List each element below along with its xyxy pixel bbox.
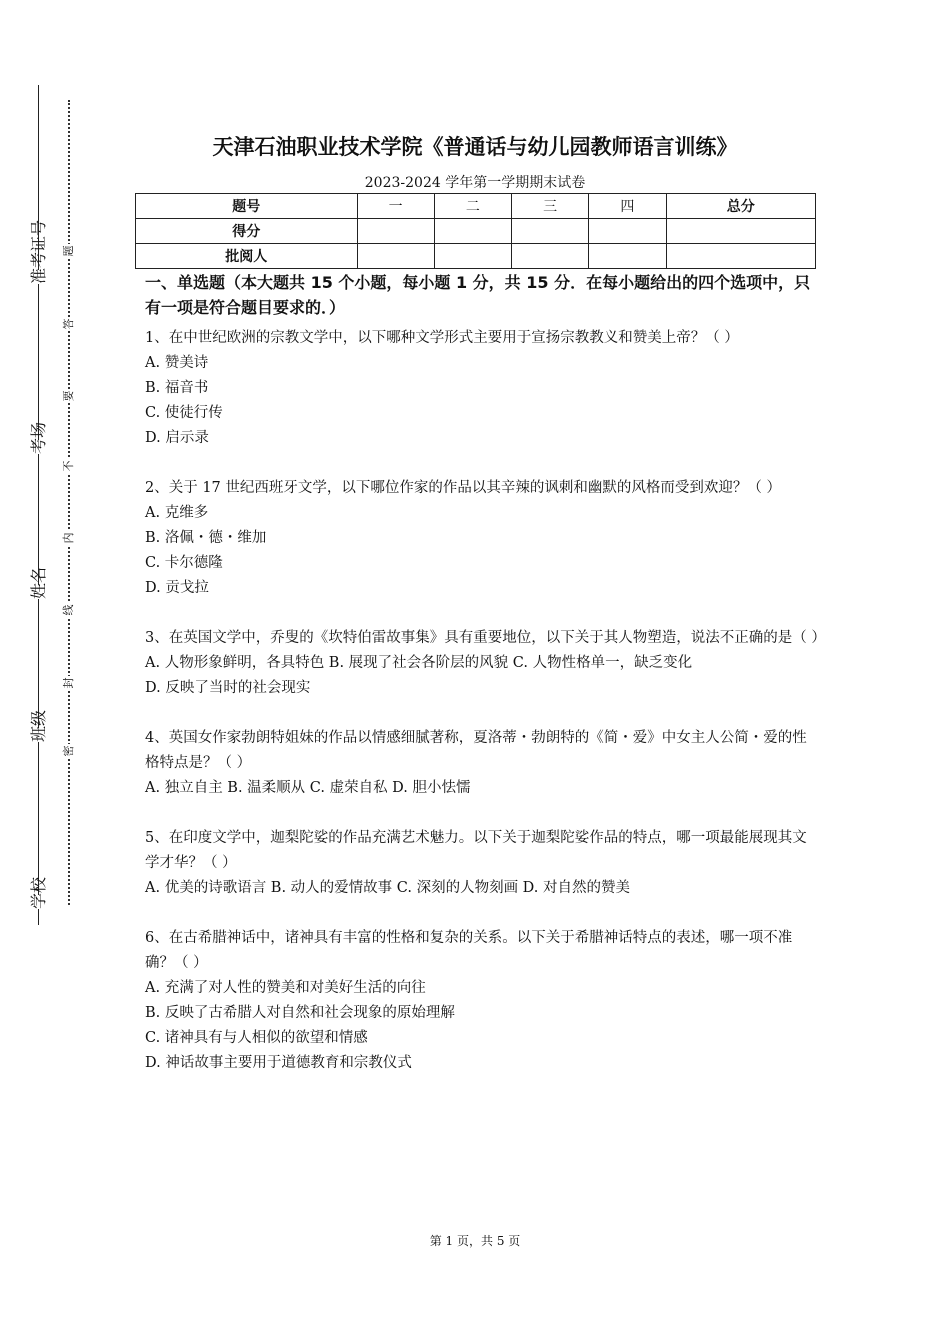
label-exam-room: 考场 — [29, 421, 48, 454]
seal-char: 密 — [62, 745, 75, 757]
label-name: 姓名 — [29, 566, 48, 599]
option: C. 使徒行传 — [145, 405, 223, 421]
option: A. 充满了对人性的赞美和对美好生活的向往 — [145, 980, 426, 996]
option: C. 卡尔德隆 — [145, 555, 223, 571]
reviewer-cell[interactable] — [589, 244, 666, 269]
option: A. 优美的诗歌语言 B. 动人的爱情故事 C. 深刻的人物刻画 D. 对自然的赞美 — [145, 880, 631, 896]
option: B. 反映了古希腊人对自然和社会现象的原始理解 — [145, 1005, 455, 1021]
option: D. 贡戈拉 — [145, 580, 209, 596]
row-label: 得分 — [136, 219, 358, 244]
col-header: 题号 — [136, 194, 358, 219]
reviewer-cell[interactable] — [512, 244, 589, 269]
page-footer: 第 1 页，共 5 页 — [429, 1234, 521, 1248]
question-1 — [145, 326, 820, 451]
question-2 — [145, 476, 820, 601]
question-stem: 1、在中世纪欧洲的宗教文学中，以下哪种文学形式主要用于宣扬宗教教义和赞美上帝？（ ） — [145, 330, 739, 346]
seal-char: 线 — [62, 604, 75, 616]
question-stem: 2、关于 17 世纪西班牙文学，以下哪位作家的作品以其辛辣的讽刺和幽默的风格而受到欢迎？（ ） — [145, 480, 781, 496]
option: D. 启示录 — [145, 430, 209, 446]
question-stem: 5、在印度文学中，迦梨陀娑的作品充满艺术魅力。以下关于迦梨陀娑作品的特点，哪一项最能展现其文学才华？（ ） — [145, 830, 807, 871]
label-exam-number: 准考证号 — [29, 219, 48, 284]
option: C. 诸神具有与人相似的欲望和情感 — [145, 1030, 368, 1046]
question-5 — [145, 826, 820, 901]
option: A. 独立自主 B. 温柔顺从 C. 虚荣自私 D. 胆小怯懦 — [145, 780, 471, 796]
score-cell[interactable] — [434, 219, 511, 244]
exam-title: 天津石油职业技术学院《普通话与幼儿园教师语言训练》 — [212, 135, 738, 159]
section-title: 一、单选题（本大题共 15 个小题，每小题 1 分，共 15 分．在每小题给出的四个选项中，只有一项是符合题目要求的．） — [145, 273, 811, 317]
question-3 — [145, 626, 826, 701]
seal-char: 要 — [62, 390, 75, 402]
col-header: 二 — [434, 194, 511, 219]
score-cell[interactable] — [357, 219, 434, 244]
binding-dotted-line — [68, 100, 70, 905]
question-stem: 6、在古希腊神话中，诸神具有丰富的性格和复杂的关系。以下关于希腊神话特点的表述，哪一项不准确？（ ） — [145, 930, 793, 971]
row-label: 批阅人 — [136, 244, 358, 269]
reviewer-cell[interactable] — [357, 244, 434, 269]
col-header: 四 — [589, 194, 666, 219]
question-stem: 3、在英国文学中，乔叟的《坎特伯雷故事集》具有重要地位，以下关于其人物塑造，说法不正确的是（ ） — [145, 630, 826, 646]
question-stem: 4、英国女作家勃朗特姐妹的作品以情感细腻著称，夏洛蒂・勃朗特的《简・爱》中女主人公简・爱的性格特点是？（ ） — [145, 730, 807, 771]
score-table — [135, 193, 816, 269]
binding-solid-line — [38, 85, 39, 925]
option: B. 福音书 — [145, 380, 209, 396]
reviewer-cell[interactable] — [666, 244, 815, 269]
label-school: 学校 — [29, 876, 48, 909]
col-header: 三 — [512, 194, 589, 219]
score-cell[interactable] — [666, 219, 815, 244]
exam-subtitle: 2023-2024 学年第一学期期末试卷 — [364, 175, 586, 191]
option: A. 赞美诗 — [145, 355, 209, 371]
seal-char: 封 — [62, 677, 75, 689]
exam-content — [145, 270, 826, 1076]
score-cell[interactable] — [512, 219, 589, 244]
col-header: 一 — [357, 194, 434, 219]
seal-char: 题 — [62, 245, 75, 257]
col-header: 总分 — [666, 194, 815, 219]
option: D. 反映了当时的社会现实 — [145, 680, 311, 696]
option: A. 克维多 — [145, 505, 209, 521]
score-cell[interactable] — [589, 219, 666, 244]
score-row — [136, 219, 816, 244]
label-class: 班级 — [29, 709, 48, 742]
seal-char: 内 — [62, 532, 75, 544]
reviewer-row — [136, 244, 816, 269]
reviewer-cell[interactable] — [434, 244, 511, 269]
question-6 — [145, 926, 820, 1076]
option: B. 洛佩・德・维加 — [145, 530, 267, 546]
binding-margin — [0, 0, 100, 1344]
seal-char: 答 — [62, 318, 75, 330]
seal-char: 不 — [62, 460, 75, 472]
question-4 — [145, 726, 820, 801]
score-table-header-row — [136, 194, 816, 219]
option: D. 神话故事主要用于道德教育和宗教仪式 — [145, 1055, 412, 1071]
option: A. 人物形象鲜明，各具特色 B. 展现了社会各阶层的风貌 C. 人物性格单一，缺乏变化 — [145, 655, 693, 671]
